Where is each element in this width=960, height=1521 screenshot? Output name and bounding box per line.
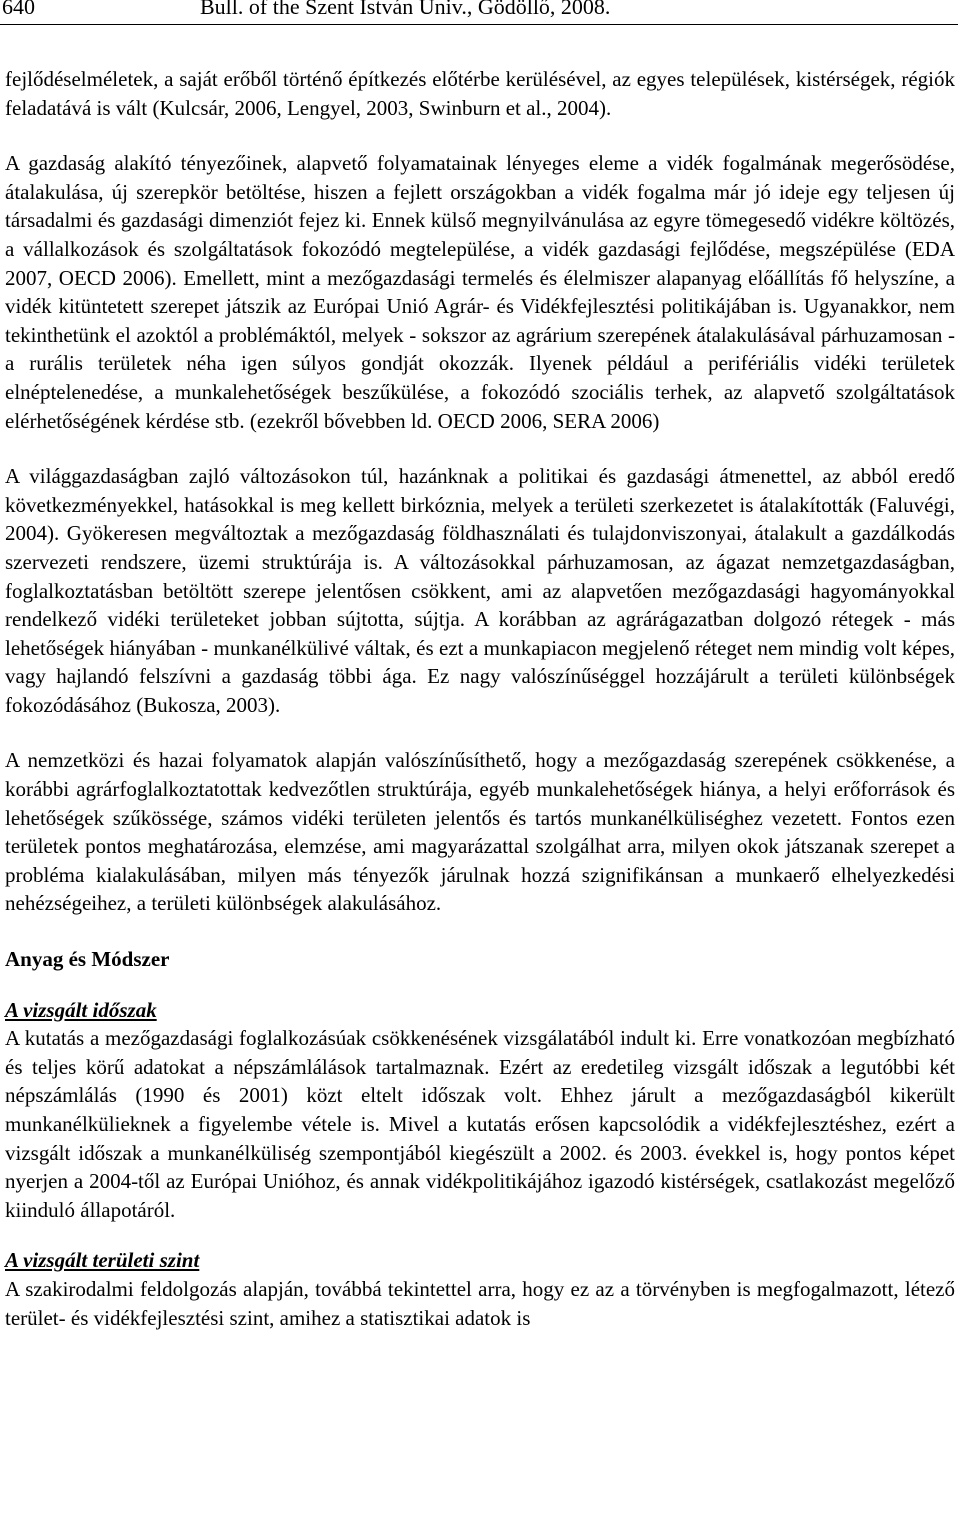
paragraph-continuation: fejlődéselméletek, a saját erőből történő építkezés előtérbe kerülésével, az egyes települések, kistérségek, régiók feladatává is vált (Kulcsár, 2006, Lengyel, 2003, Swinburn et al., 2004). xyxy=(5,67,955,120)
journal-citation: Bull. of the Szent István Univ., Gödöllő, 2008. xyxy=(200,0,611,19)
subsection-heading-territorial-level: A vizsgált területi szint xyxy=(5,1248,200,1273)
article-body xyxy=(5,65,955,1359)
header-rule xyxy=(0,24,958,25)
subsection-heading-period: A vizsgált időszak xyxy=(5,997,157,1022)
section-heading-materials-methods: Anyag és Módszer xyxy=(5,947,170,972)
page-number: 640 xyxy=(2,0,35,19)
paragraph-world-economy: A világgazdaságban zajló változásokon túl, hazánknak a politikai és gazdasági átmenettel, az abból eredő következményekkel, hatásokkal is meg kellett birkóznia, melyek a területi szerkezetet is átalakították (Faluvégi, 2004). Gyökeresen megváltoztak a mezőgazdaság földhasználati és tulajdonviszonyai, átalakult a gazdálkodás szervezeti rendszere, üzemi struktúrája is. A változásokkal párhuzamosan, az ágazat nemzetgazdaságban, foglalkoztatásban betöltött szerepe jelentősen csökkent, ami az alapvetően mezőgazdasági hagyományokkal rendelkező vidéki területeket jobban sújtotta, sújtja. A korábban az agrárágazatban dolgozó rétegek - más lehetőségek hiányában - munkanélkülivé váltak, és ezt a munkapiacon megjelenő réteget nem mindig volt képes, vagy hajlandó felszívni a gazdaság többi ága. Ez nagy valószínűséggel hozzájárult a területi különbségek fokozódásához (Bukosza, 2003). xyxy=(5,464,955,717)
paragraph-rural-economy: A gazdaság alakító tényezőinek, alapvető folyamatainak lényeges eleme a vidék fogalmának megerősödése, átalakulása, új szerepkör betöltése, hiszen a fejlett országokban a vidék fogalma már jó ideje egy teljesen új társadalmi és gazdasági dimenziót fejez ki. Ennek külső megnyilvánulása az egyre tömegesedő vidékre költözés, a vállalkozások és szolgáltatások fokozódó megtelepülése, a vidék gazdasági fejlődése, megszépülése (EDA 2007, OECD 2006). Emellett, mint a mezőgazdasági termelés és élelmiszer alapanyag előállítás fő helyszíne, a vidék kitüntetett szerepet játszik az Európai Unió Agrár- és Vidékfejlesztési politikájában is. Ugyanakkor, nem tekinthetünk el azoktól a problémáktól, melyek - sokszor az agrárium szerepének átalakulásával párhuzamosan - a rurális területek néha igen súlyos gondját okozzák. Ilyenek például a perifériális vidéki területek elnéptelenedése, a munkalehetőségek beszűkülése, a fokozódó szociális terhek, az alapvető szolgáltatások elérhetőségének kérdése stb. (ezekről bővebben ld. OECD 2006, SERA 2006) xyxy=(5,151,955,433)
paragraph-period: A kutatás a mezőgazdasági foglalkozásúak csökkenésének vizsgálatából indult ki. Erre vonatkozóan megbízható és teljes körű adatokat a népszámlálások tartalmaznak. Ezért az eredetileg vizsgált időszak a legutóbbi két népszámlálás (1990 és 2001) közt eltelt időszak volt. Ehhez járult a mezőgazdaságból kikerült munkanélkülieknek a figyelembe vétele is. Mivel a kutatás erősen kapcsolódik a vidékfejlesztéshez, ezért a vizsgált időszak a munkanélküliség szempontjából kiegészült a 2002. és 2003. évekkel is, hogy pontos képet nyerjen a 2004-től az Európai Unióhoz, és annak vidékpolitikájához igazodó kistérségek, csatlakozást megelőző kiinduló állapotáról. xyxy=(5,1026,955,1222)
paragraph-national-processes: A nemzetközi és hazai folyamatok alapján valószínűsíthető, hogy a mezőgazdaság szerepének csökkenése, a korábbi agrárfoglalkoztatottak kedvezőtlen struktúrája, egyéb munkalehetőségek hiánya, a helyi erőforrások és lehetőségek szűkössége, számos vidéki területen jelentős és tartós munkanélküliséghez vezetett. Fontos ezen területek pontos meghatározása, elemzése, ami magyarázattal szolgálhat arra, milyen okok játszanak szerepet a probléma kialakulásában, milyen más tényezők járulnak hozzá szignifikánsan a munkaerő elhelyezkedési nehézségeihez, a területi különbségek alakulásához. xyxy=(5,748,955,916)
paragraph-territorial-level: A szakirodalmi feldolgozás alapján, továbbá tekintettel arra, hogy ez az a törvényben is megfogalmazott, létező terület- és vidékfejlesztési szint, amihez a statisztikai adatok is xyxy=(5,1276,955,1330)
running-header xyxy=(0,0,960,26)
